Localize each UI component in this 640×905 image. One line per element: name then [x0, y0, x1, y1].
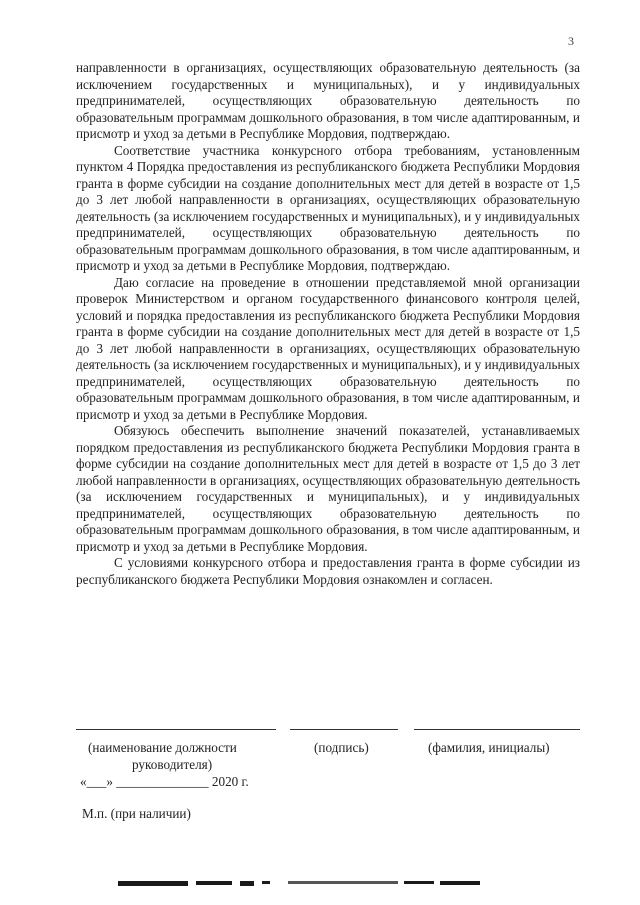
body-text — [76, 60, 580, 588]
paragraph-3: Даю согласие на проведение в отношении представляемой мной организации проверок Министерством и органом государственного финансового контроля целей, условий и порядка предоставления из республиканского бюджета Республики Мордовия гранта в форме субсидии на создание дополнительных мест для детей в возрасте от 1,5 до 3 лет любой направленности в организациях, осуществляющих образовательную деятельность (за исключением государственных и муниципальных), и у индивидуальных предпринимателей, осуществляющих образовательную деятельность по образовательным программам дошкольного образования, в том числе адаптированным, и присмотр и уход за детьми в Республике Мордовия. — [76, 274, 580, 422]
page-number: 3 — [568, 34, 574, 48]
paragraph-5: С условиями конкурсного отбора и предоставления гранта в форме субсидии из республиканского бюджета Республики Мордовия ознакомлен и согласен. — [76, 555, 580, 587]
position-label-line2: руководителя) — [132, 757, 213, 772]
date-line — [80, 774, 249, 791]
paragraph-2: Соответствие участника конкурсного отбора требованиям, установленным пунктом 4 Порядка предоставления из республиканского бюджета Республики Мордовия гранта в форме субсидии на создание дополнительных мест для детей в возрасте от 1,5 до 3 лет любой направленности в организациях, осуществляющих образовательную деятельность (за исключением государственных и муниципальных), и у индивидуальных предпринимателей, осуществляющих образовательную деятельность по образовательным программам дошкольного образования, в том числе адаптированным, и присмотр и уход за детьми в Республике Мордовия, подтверждаю. — [76, 142, 580, 273]
date-month: ______________ — [116, 774, 209, 789]
date-day: «___» — [80, 774, 113, 789]
name-label: (фамилия, инициалы) — [428, 740, 550, 755]
signature-label: (подпись) — [314, 740, 369, 755]
seal-label: М.п. (при наличии) — [82, 806, 191, 821]
name-line — [414, 729, 580, 730]
position-line — [76, 729, 276, 730]
scan-artifact — [0, 880, 640, 888]
paragraph-4: Обязуюсь обеспечить выполнение значений показателей, устанавливаемых порядком предоставления из республиканского бюджета Республики Мордовия гранта в форме субсидии на создание дополнительных мест для детей в возрасте от 1,5 до 3 лет любой направленности в организациях, осуществляющих образовательную деятельность (за исключением государственных и муниципальных), и у индивидуальных предпринимателей, осуществляющих образовательную деятельность по образовательным программам дошкольного образования, в том числе адаптированным, и присмотр и уход за детьми в Республике Мордовия. — [76, 423, 580, 554]
paragraph-1: направленности в организациях, осуществляющих образовательную деятельность (за исключением государственных и муниципальных), и у индивидуальных предпринимателей, осуществляющих образовательную деятельность по образовательным программам дошкольного образования, в том числе адаптированным, и присмотр и уход за детьми в Республике Мордовия, подтверждаю. — [76, 60, 580, 141]
position-label-line1: (наименование должности — [88, 740, 237, 755]
date-year: 2020 г. — [211, 774, 249, 789]
signature-line — [290, 729, 398, 730]
